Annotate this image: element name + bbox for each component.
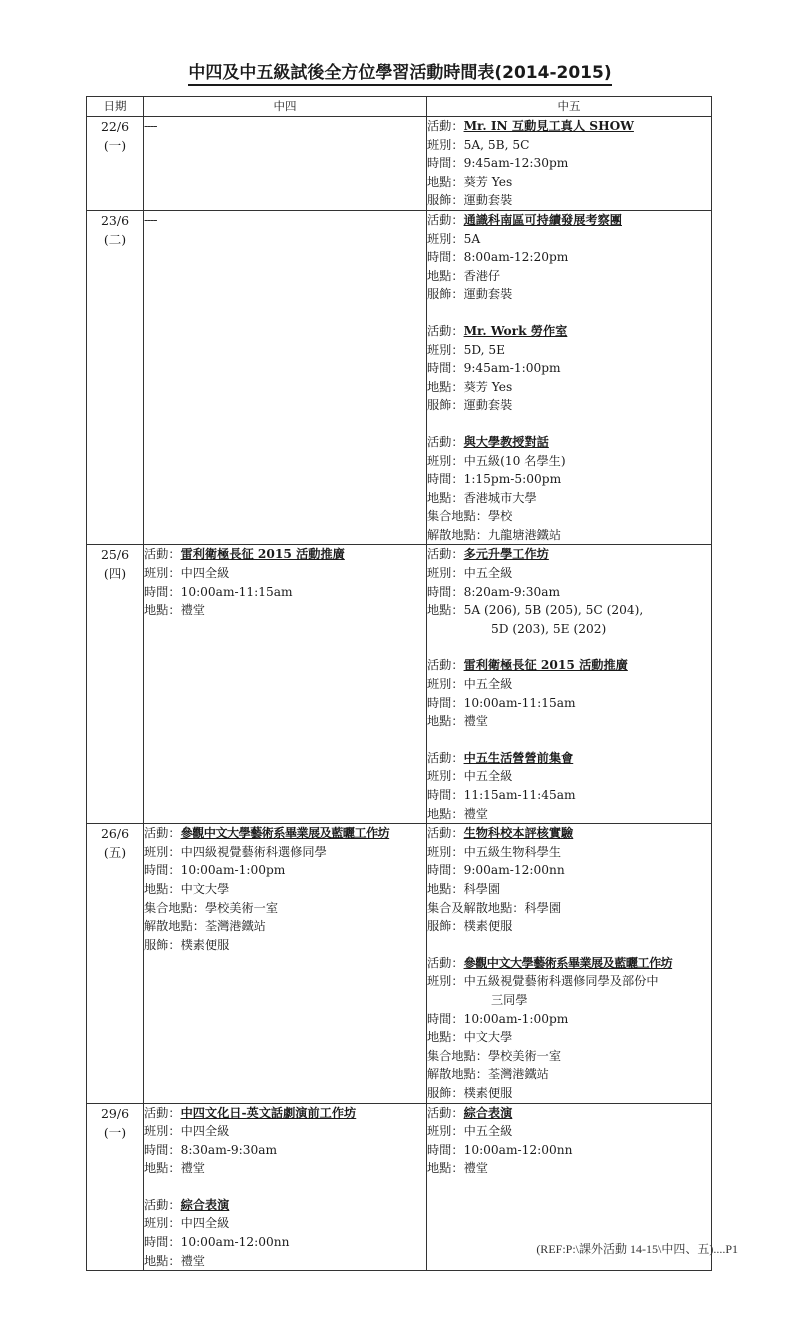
activity-title: 雷利衛極長征 2015 活動推廣 <box>180 547 345 562</box>
header-form5: 中五 <box>427 97 712 117</box>
form5-cell <box>427 545 712 824</box>
table-row <box>87 117 712 211</box>
empty-marker: ---- <box>144 212 157 227</box>
schedule-table <box>86 96 712 1271</box>
footer-reference: (REF:P:\課外活動 14-15\中四、五)....P1 <box>536 1242 738 1256</box>
activity-block: 活動：中五生活營營前集會 班別：中五全級 時間：11:15am-11:45am 地點：禮堂 <box>427 750 576 821</box>
activity-block: 活動：中四文化日-英文話劇演前工作坊 班別：中四全級 時間：8:30am-9:30am 地點：禮堂 <box>144 1105 357 1176</box>
activity-title: Mr. Work 勞作室 <box>463 323 568 338</box>
table-row <box>87 824 712 1103</box>
table-header-row <box>87 97 712 117</box>
date-cell: 25/6 (四) <box>87 545 144 824</box>
activity-title: 生物科校本評核實驗 <box>463 826 574 841</box>
table-row <box>87 210 712 545</box>
activity-title: 通識科南區可持續發展考察團 <box>463 212 622 227</box>
activity-block: 活動：多元升學工作坊 班別：中五全級 時間：8:20am-9:30am 地點：5A (206), 5B (205), 5C (204), 5D (203), 5E (202) <box>427 547 644 636</box>
activity-block: 活動：生物科校本評核實驗 班別：中五級生物科學生 時間：9:00am-12:00nn 地點：科學園 集合及解散地點：科學園 服飾：樸素便服 <box>427 826 574 934</box>
activity-block: 活動：Mr. IN 互動見工真人 SHOW 班別：5A, 5B, 5C 時間：9:45am-12:30pm 地點：葵芳 Yes 服飾：運動套裝 <box>427 119 634 208</box>
activity-block: 活動：參觀中文大學藝術系畢業展及藍曬工作坊 班別：中五級視覺藝術科選修同學及部份中 三同學 時間：10:00am-1:00pm 地點：中文大學 集合地點：學校美術一室 解散地點：荃灣港鐵站 服飾：樸素便服 <box>427 955 673 1100</box>
activity-block: 活動：雷利衛極長征 2015 活動推廣 班別：中五全級 時間：10:00am-11:15am 地點：禮堂 <box>427 658 628 729</box>
activity-block: 活動：綜合表演 班別：中五全級 時間：10:00am-12:00nn 地點：禮堂 <box>427 1105 573 1176</box>
form4-cell <box>144 824 427 1103</box>
activity-title: 與大學教授對話 <box>463 434 549 449</box>
activity-block: 活動：Mr. Work 勞作室 班別：5D, 5E 時間：9:45am-1:00pm 地點：葵芳 Yes 服飾：運動套裝 <box>427 323 568 413</box>
activity-block: 活動：通識科南區可持續發展考察團 班別：5A 時間：8:00am-12:20pm 地點：香港仔 服飾：運動套裝 <box>427 212 622 302</box>
form5-cell <box>427 117 712 211</box>
date-cell: 22/6 (一) <box>87 117 144 211</box>
form5-cell <box>427 824 712 1103</box>
activity-title: 綜合表演 <box>463 1105 513 1120</box>
activity-block: 活動：綜合表演 班別：中四全級 時間：10:00am-12:00nn 地點：禮堂 <box>144 1197 290 1268</box>
form4-cell <box>144 210 427 545</box>
date-cell: 29/6 (一) <box>87 1103 144 1271</box>
form4-cell <box>144 117 427 211</box>
activity-title: Mr. IN 互動見工真人 SHOW <box>463 119 634 133</box>
activity-title: 參觀中文大學藝術系畢業展及藍曬工作坊 <box>463 955 673 970</box>
date-cell: 26/6 (五) <box>87 824 144 1103</box>
activity-title: 多元升學工作坊 <box>463 547 549 562</box>
activity-block: 活動：與大學教授對話 班別：中五級(10 名學生) 時間：1:15pm-5:00pm 地點：香港城市大學 集合地點：學校 解散地點：九龍塘港鐵站 <box>427 434 566 542</box>
empty-marker: ---- <box>144 119 157 133</box>
page-title: 中四及中五級試後全方位學習活動時間表(2014-2015) <box>0 58 800 83</box>
activity-block: 活動：雷利衛極長征 2015 活動推廣 班別：中四全級 時間：10:00am-11:15am 地點：禮堂 <box>144 547 345 618</box>
table-row <box>87 545 712 824</box>
form4-cell <box>144 1103 427 1271</box>
date-cell: 23/6 (二) <box>87 210 144 545</box>
form5-cell <box>427 210 712 545</box>
header-form4: 中四 <box>144 97 427 117</box>
activity-title: 參觀中文大學藝術系畢業展及藍曬工作坊 <box>180 826 390 841</box>
header-date: 日期 <box>87 97 144 117</box>
activity-block: 活動：參觀中文大學藝術系畢業展及藍曬工作坊 班別：中四級視覺藝術科選修同學 時間：10:00am-1:00pm 地點：中文大學 集合地點：學校美術一室 解散地點：荃灣港鐵站 服飾：樸素便服 <box>144 826 390 952</box>
activity-title: 中四文化日-英文話劇演前工作坊 <box>180 1105 357 1120</box>
activity-title: 雷利衛極長征 2015 活動推廣 <box>463 658 628 673</box>
form4-cell <box>144 545 427 824</box>
activity-title: 綜合表演 <box>180 1197 230 1212</box>
activity-title: 中五生活營營前集會 <box>463 750 574 765</box>
